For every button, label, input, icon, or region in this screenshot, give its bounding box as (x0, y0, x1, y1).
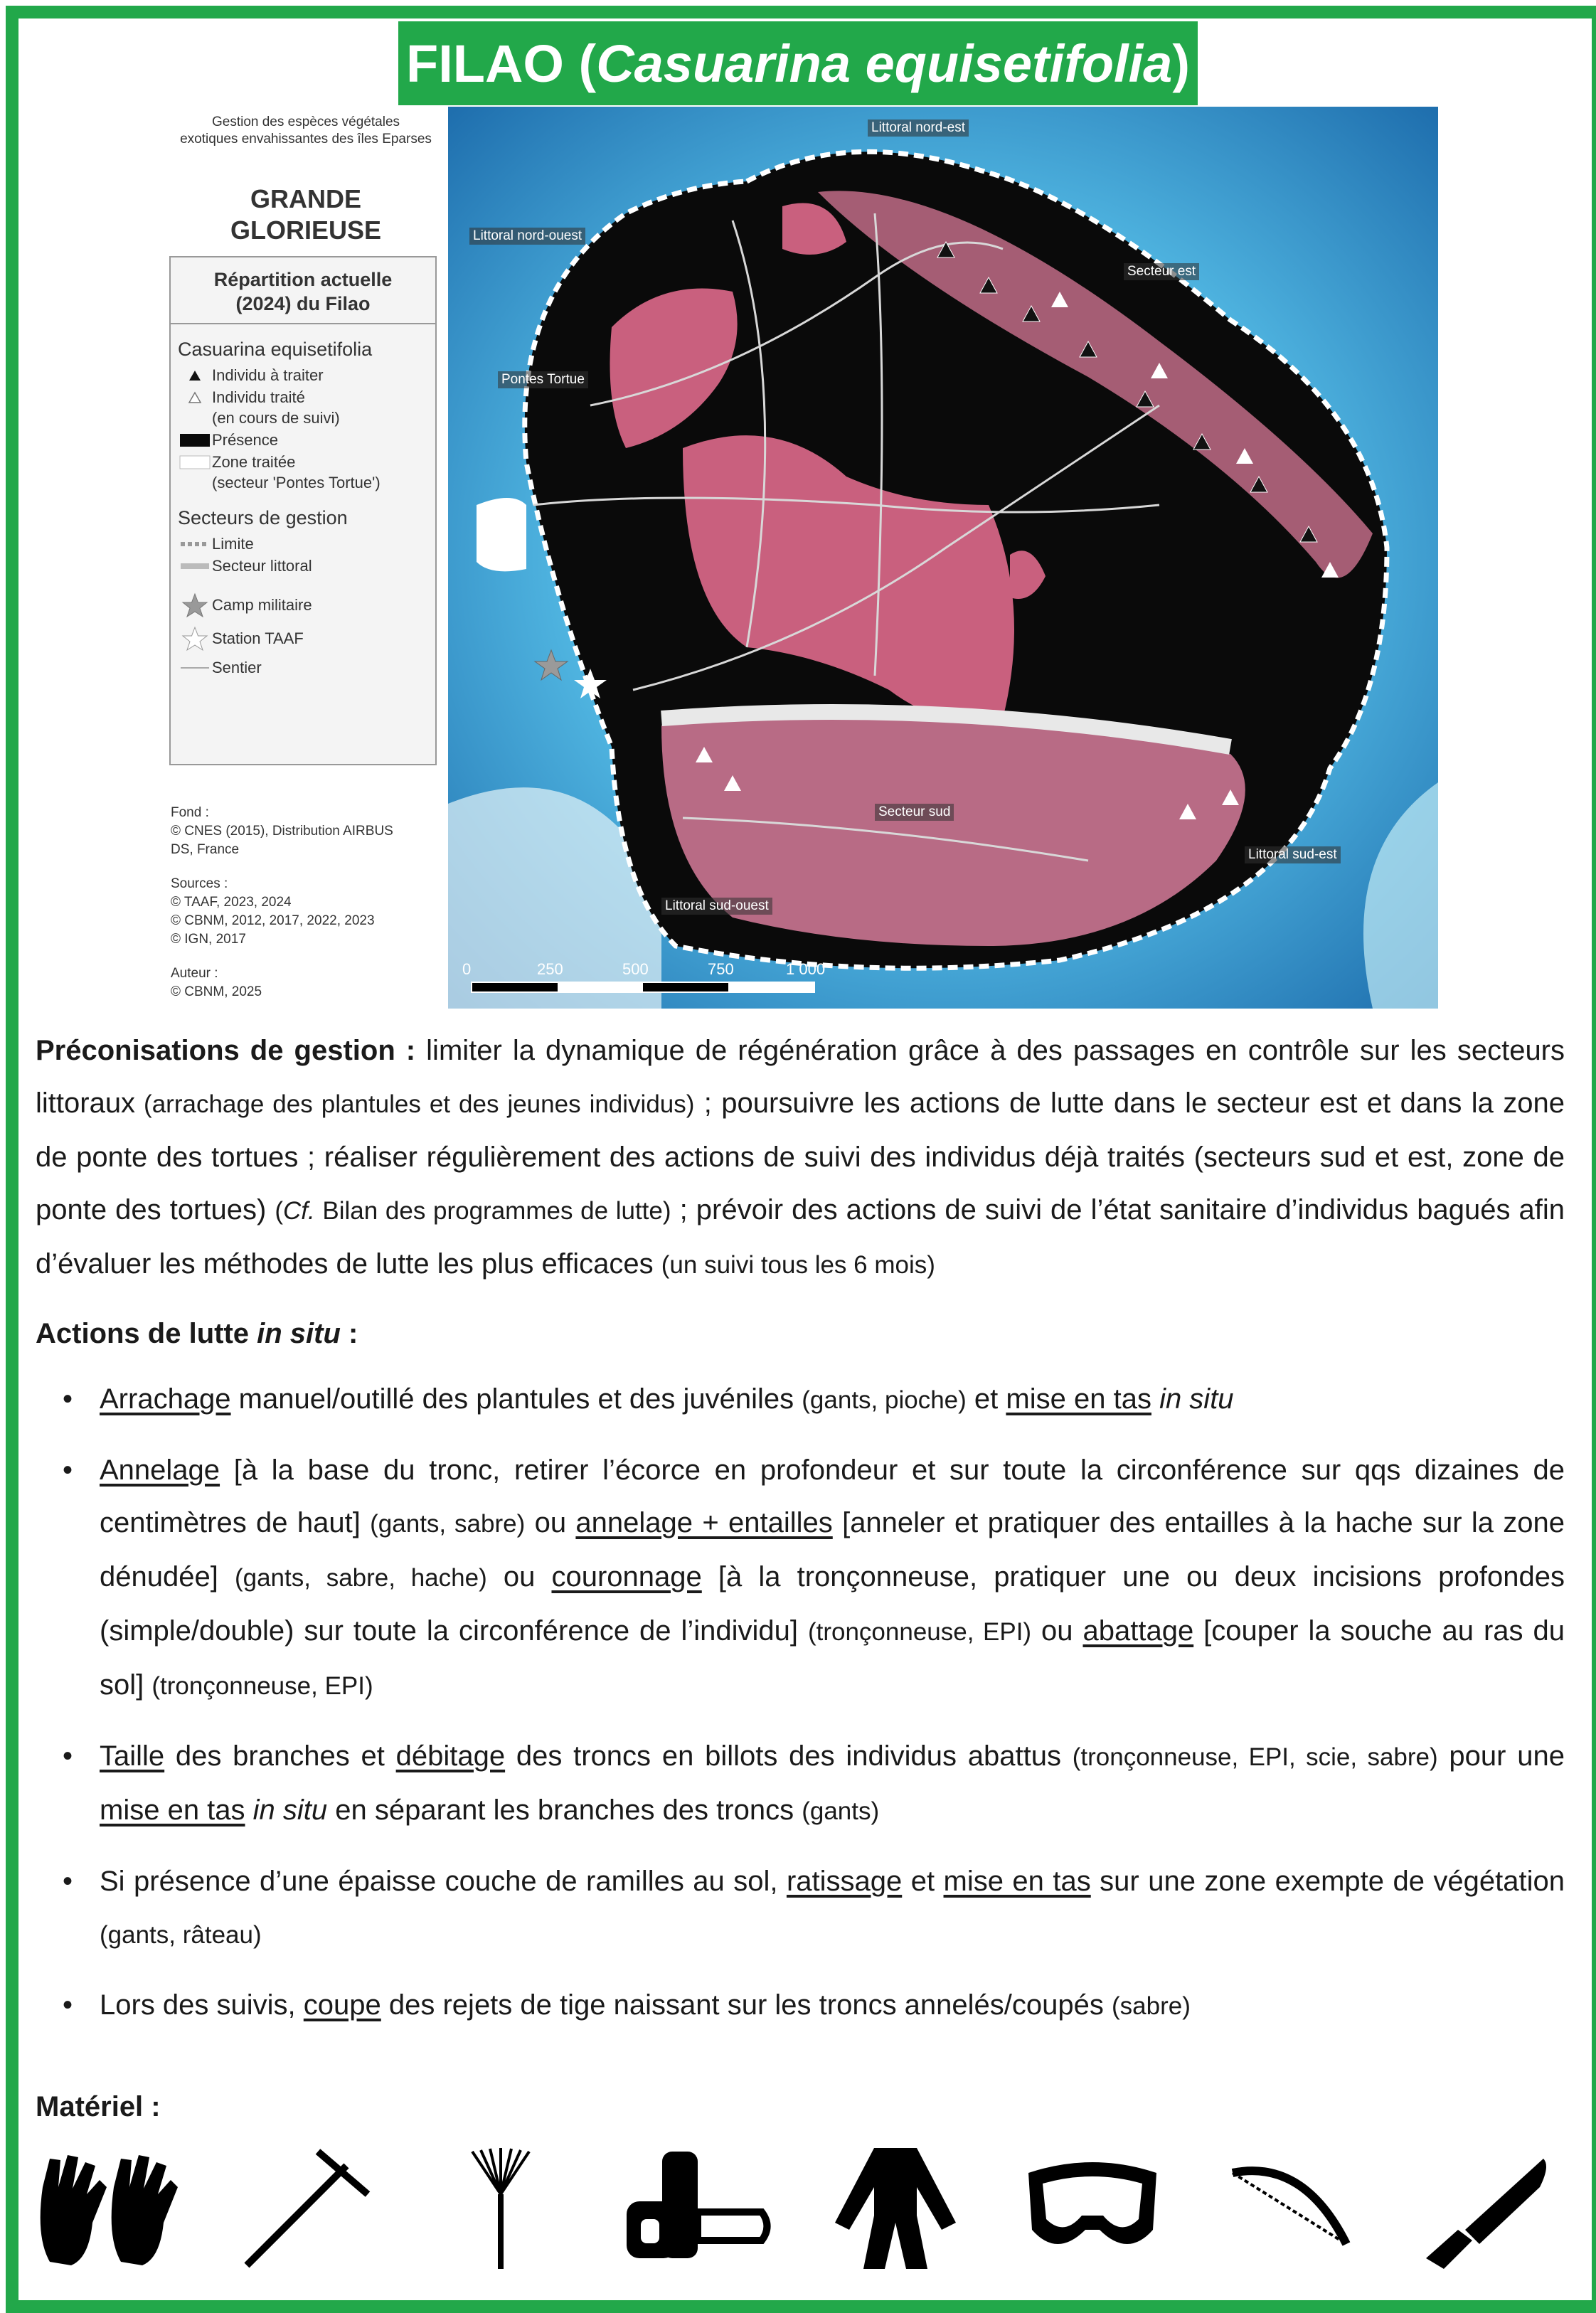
sources-line: © TAAF, 2023, 2024 (171, 895, 292, 910)
legend-item-label: Limite (212, 535, 254, 553)
legend-item-label: Secteur littoral (212, 557, 312, 575)
text-run: (gants, pioche) (802, 1386, 967, 1414)
sources-fond (171, 804, 441, 859)
text-run: ; poursuivre les actions de lutte dans le secteur est et dans la zone de ponte des tortues ; réaliser régulièrement des actions de suivi des individus déjà traités (secteurs sud et est, zone de ponte des tortues) (36, 1088, 1565, 1225)
legend-species-heading: Casuarina equisetifolia (178, 339, 373, 360)
actions-list (36, 1373, 1565, 2033)
scale-bar (462, 960, 832, 996)
text-run: et (966, 1383, 1006, 1415)
text-run (245, 1794, 253, 1826)
map-label: Secteur est (1124, 263, 1199, 280)
text-run: (gants, sabre, hache) (234, 1564, 487, 1592)
text-run: mise en tas (1006, 1383, 1151, 1415)
text-run: Taille (100, 1740, 165, 1772)
legend-item (178, 595, 435, 615)
coverall-icon (817, 2141, 974, 2276)
text-run: : (340, 1318, 358, 1349)
gloves-icon (28, 2141, 185, 2276)
text-run: débitage (395, 1740, 506, 1772)
saw-icon (1211, 2141, 1368, 2276)
text-run: ou (525, 1507, 576, 1538)
bullet-icon: • (63, 1740, 73, 1772)
sources-line: © IGN, 2017 (171, 932, 246, 947)
island-name (164, 184, 448, 246)
text-run: (arrachage des plantules et des jeunes individus) (135, 1090, 695, 1118)
text-run: limiter la dynamique de régénération grâce à des passages en contrôle sur les secteurs (415, 1035, 1565, 1066)
goggles-icon (1014, 2141, 1171, 2276)
map-label: Pontes Tortue (498, 371, 588, 388)
text-run: couronnage (551, 1561, 702, 1592)
island-name-line: GLORIEUSE (230, 216, 382, 245)
sources-line: Sources : (171, 876, 228, 891)
island-map (448, 107, 1438, 1009)
map-image (448, 107, 1438, 1009)
action-item (36, 1730, 1565, 1838)
legend-item-label: (secteur 'Pontes Tortue') (212, 474, 381, 491)
legend-item-label: Station TAAF (212, 629, 304, 647)
bullet-icon: • (63, 1383, 73, 1415)
text-run: littoraux (36, 1088, 136, 1119)
grey-star-icon (181, 592, 209, 618)
text-run: des troncs en billots des individus abattus (505, 1740, 1073, 1772)
text-run: [anneler et pratiquer des entailles à la hache sur la zone dénudée] (100, 1507, 1565, 1592)
scale-tick: 750 (708, 960, 734, 978)
legend-box (169, 256, 437, 765)
map-label: Littoral nord-est (868, 119, 969, 137)
text-run: mise en tas (943, 1866, 1091, 1897)
text-run: (sabre) (1112, 1992, 1191, 2020)
legend-sectors-heading: Secteurs de gestion (178, 507, 348, 528)
map-label: Littoral sud-est (1245, 846, 1341, 863)
text-run (1151, 1383, 1159, 1415)
legend-header-line: exotiques envahissantes des îles Eparses (180, 132, 432, 147)
text-run: Bilan des programmes de lutte) (314, 1197, 671, 1225)
legend-item-label: (en cours de suivi) (212, 409, 340, 427)
text-run: in situ (252, 1794, 328, 1826)
text-run: et (902, 1866, 944, 1897)
scale-bar-graphic (471, 982, 815, 993)
black-triangle-icon (188, 369, 202, 382)
bullet-icon: • (63, 1455, 73, 1486)
text-run: en séparant les branches des troncs (327, 1794, 802, 1826)
legend-item-label: Camp militaire (212, 596, 312, 614)
text-run: in situ (257, 1318, 341, 1349)
text-run: de centimètres de haut] (100, 1455, 1565, 1538)
preconisations-paragraph (36, 1024, 1565, 1292)
legend-item (178, 365, 435, 386)
text-run: Actions de lutte (36, 1318, 257, 1349)
legend-header (164, 114, 448, 148)
text-run: Lors des suivis, (100, 1989, 304, 2021)
text-run: ; prévoir des actions de suivi de l’état sanitaire d’individus bagués afin d’évaluer les méthodes de lutte les plus efficaces (36, 1194, 1565, 1280)
text-run: (gants, râteau) (100, 1921, 262, 1949)
title-species: Casuarina equisetifolia (596, 33, 1173, 93)
text-run: annelage + entailles (575, 1507, 833, 1538)
map-sources (171, 804, 441, 1017)
scale-tick: 250 (537, 960, 563, 978)
text-run: (gants) (802, 1797, 880, 1825)
white-triangle-icon (188, 391, 202, 404)
text-run: manuel/outillé des plantules et des juvéniles (230, 1383, 802, 1415)
text-run: ou (1031, 1615, 1083, 1647)
scale-ticks (462, 960, 832, 996)
text-run: [à la tronçonneuse, pratiquer une ou deux incisions profondes (simple/double) sur toute la circonférence de l’individu] (100, 1561, 1565, 1647)
text-run: pour une (1437, 1740, 1565, 1772)
machete-icon (1408, 2141, 1565, 2276)
text-run: [couper la souche au ras du sol] (100, 1615, 1565, 1701)
map-label: Littoral sud-ouest (661, 898, 772, 915)
sources-line: DS, France (171, 842, 240, 857)
page-title (398, 21, 1198, 105)
legend-item (178, 555, 435, 576)
legend-item-label: Sentier (212, 659, 262, 676)
treated-zone-swatch-icon (179, 454, 211, 470)
management-text (36, 1024, 1565, 2050)
action-item (36, 1373, 1565, 1427)
sources-list (171, 875, 441, 949)
map-label: Secteur sud (875, 804, 954, 821)
text-run: sur une zone exempte de végétation (1090, 1866, 1565, 1897)
sources-line: © CBNM, 2025 (171, 984, 262, 999)
text-run: (gants, sabre) (370, 1510, 526, 1538)
sources-line: Auteur : (171, 966, 218, 981)
legend-item (178, 387, 435, 428)
legend-item (178, 533, 435, 554)
text-run: coupe (303, 1989, 381, 2021)
map-legend-panel (164, 114, 448, 676)
preconisations-label: Préconisations de gestion : (36, 1035, 416, 1066)
text-run: Arrachage (100, 1383, 231, 1415)
legend-title-line: Répartition actuelle (213, 269, 393, 290)
text-run: Annelage (100, 1455, 220, 1486)
text-run: ratissage (786, 1866, 903, 1897)
sources-line: © CBNM, 2012, 2017, 2022, 2023 (171, 913, 375, 928)
action-item (36, 1444, 1565, 1713)
action-item (36, 1855, 1565, 1962)
legend-title-line: (2024) du Filao (235, 293, 371, 314)
legend-item (178, 628, 435, 649)
grey-band-icon (179, 559, 211, 573)
text-run: (tronçonneuse, EPI) (151, 1672, 373, 1700)
legend-title (171, 257, 435, 324)
dashed-limit-icon (179, 537, 211, 551)
title-suffix: ) (1172, 33, 1190, 93)
text-run: ( (275, 1197, 284, 1225)
bullet-icon: • (63, 1989, 73, 2021)
legend-item-label: Individu à traiter (212, 366, 324, 384)
pickaxe-icon (225, 2141, 382, 2276)
text-run: mise en tas (100, 1794, 245, 1826)
map-label: Littoral nord-ouest (469, 228, 585, 245)
trail-line-icon (179, 661, 211, 675)
action-item (36, 1979, 1565, 2033)
text-run: (un suivi tous les 6 mois) (661, 1251, 935, 1279)
title-prefix: FILAO ( (406, 33, 597, 93)
chainsaw-icon (619, 2141, 776, 2276)
legend-item (178, 657, 435, 678)
scale-tick: 1 000 m (786, 960, 826, 996)
legend-item-label: Individu traité (212, 388, 305, 406)
text-run: in situ (1159, 1383, 1234, 1415)
rake-icon (422, 2141, 579, 2276)
text-run: des branches et (164, 1740, 396, 1772)
sources-line: © CNES (2015), Distribution AIRBUS (171, 824, 393, 839)
sources-author (171, 964, 441, 1001)
text-run: des rejets de tige naissant sur les troncs annelés/coupés (381, 1989, 1112, 2021)
text-run: (tronçonneuse, EPI, scie, sabre) (1072, 1743, 1438, 1771)
legend-item (178, 430, 435, 450)
text-run: ou (486, 1561, 552, 1592)
scale-tick: 0 (462, 960, 472, 978)
sources-line: Fond : (171, 805, 209, 820)
materiel-heading: Matériel : (36, 2091, 161, 2122)
text-run: (tronçonneuse, EPI) (807, 1618, 1032, 1646)
text-run: Si présence d’une épaisse couche de ramilles au sol, (100, 1866, 787, 1897)
text-run: Cf. (283, 1197, 315, 1225)
text-run: abattage (1082, 1615, 1194, 1647)
white-star-icon (181, 626, 209, 652)
legend-item-label: Zone traitée (212, 453, 296, 471)
actions-heading (36, 1307, 1565, 1360)
materiel-icons (28, 2141, 1565, 2276)
legend-item-label: Présence (212, 431, 278, 449)
bullet-icon: • (63, 1866, 73, 1897)
text-run: [à la base du tronc, retirer l’écorce en profondeur et sur toute la circonférence sur qqs dizaines (220, 1455, 1533, 1486)
legend-header-line: Gestion des espèces végétales (211, 115, 400, 129)
scale-tick: 500 (622, 960, 649, 978)
island-name-line: GRANDE (250, 184, 361, 213)
legend-item (178, 452, 435, 493)
treated-zone (477, 498, 526, 571)
presence-swatch-icon (179, 432, 211, 448)
